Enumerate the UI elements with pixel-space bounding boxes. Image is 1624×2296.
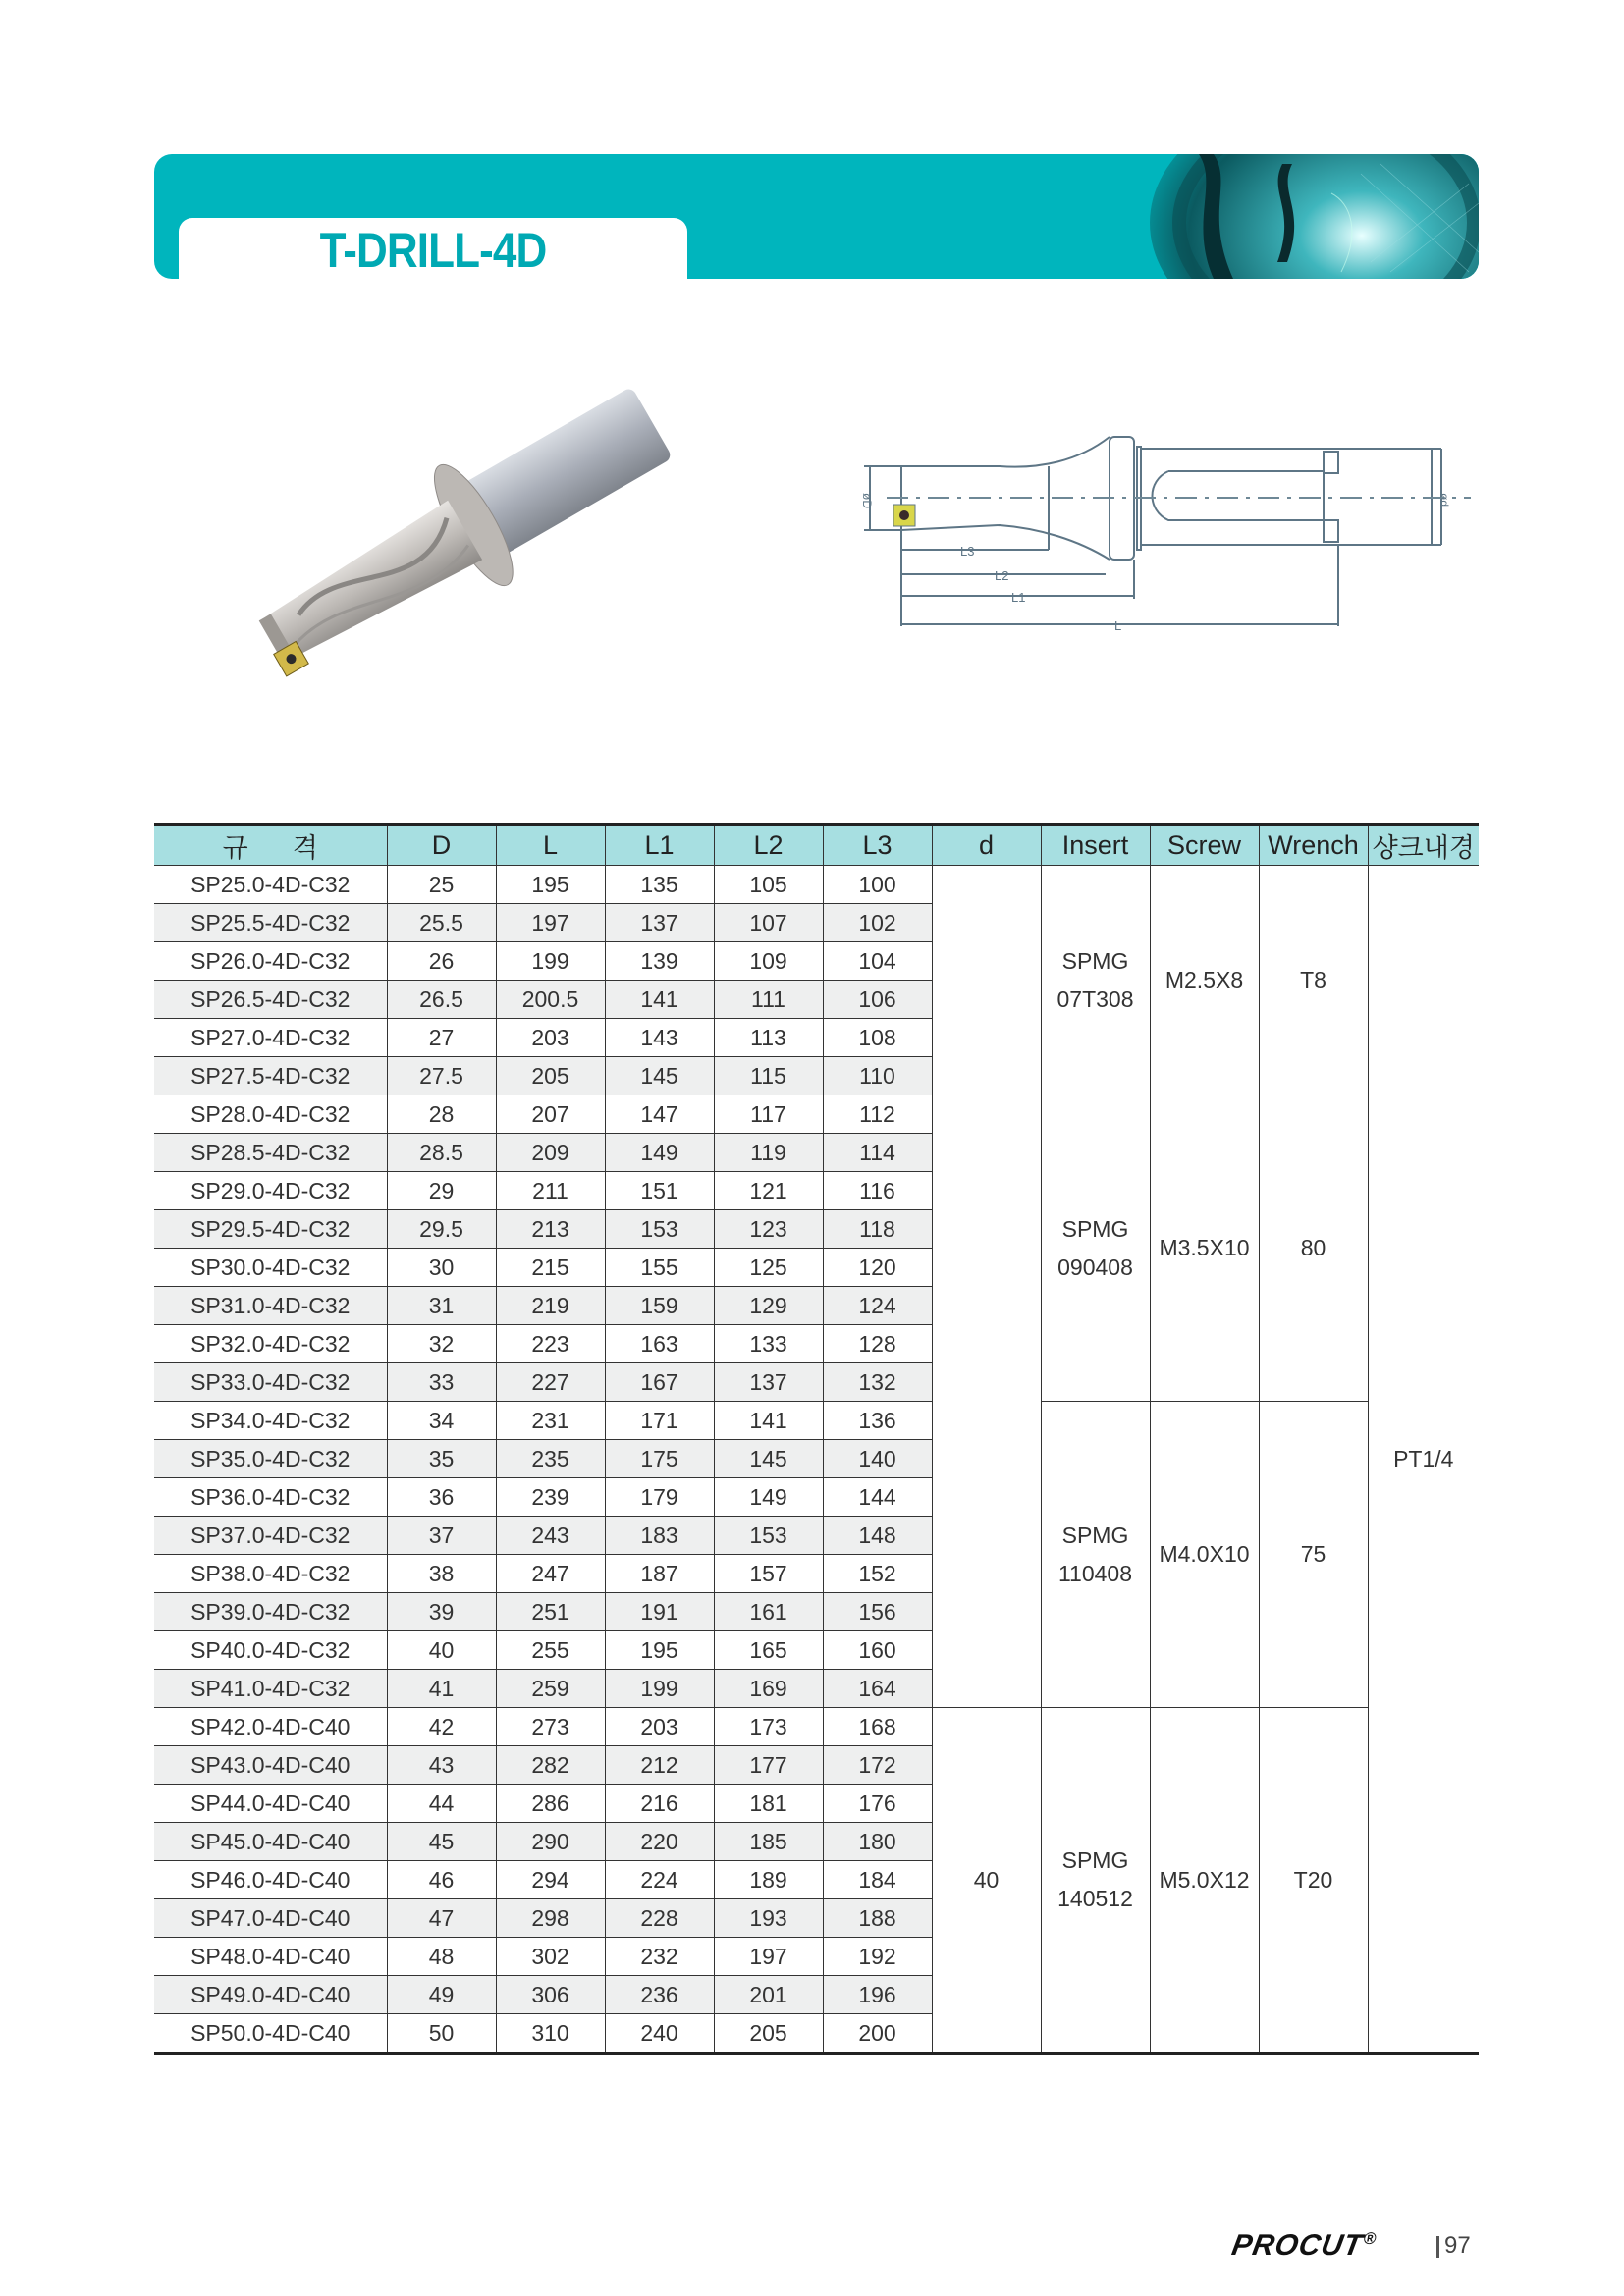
cell-L1: 199	[605, 1670, 714, 1708]
cell-L: 239	[496, 1478, 605, 1517]
cell-L2: 193	[714, 1899, 823, 1938]
cell-L2: 165	[714, 1631, 823, 1670]
cell-L2: 149	[714, 1478, 823, 1517]
cell-L3: 102	[823, 904, 932, 942]
cell-L2: 177	[714, 1746, 823, 1785]
cell-spec: SP50.0-4D-C40	[154, 2014, 387, 2054]
cell-L1: 212	[605, 1746, 714, 1785]
cell-L2: 129	[714, 1287, 823, 1325]
cell-insert	[1041, 1095, 1150, 1402]
cell-spec: SP32.0-4D-C32	[154, 1325, 387, 1363]
cell-L3: 188	[823, 1899, 932, 1938]
cell-D: 47	[387, 1899, 496, 1938]
cell-spec: SP30.0-4D-C32	[154, 1249, 387, 1287]
cell-L2: 201	[714, 1976, 823, 2014]
cell-L1: 240	[605, 2014, 714, 2054]
cell-L2: 115	[714, 1057, 823, 1095]
cell-L3: 160	[823, 1631, 932, 1670]
banner-decorative-image	[1096, 154, 1479, 279]
cell-D: 34	[387, 1402, 496, 1440]
cell-L1: 187	[605, 1555, 714, 1593]
cell-L: 247	[496, 1555, 605, 1593]
cell-L3: 148	[823, 1517, 932, 1555]
cell-D: 50	[387, 2014, 496, 2054]
cell-D: 49	[387, 1976, 496, 2014]
brand-name: PROCUT	[1229, 2229, 1366, 2262]
cell-L3: 184	[823, 1861, 932, 1899]
cell-L2: 111	[714, 981, 823, 1019]
cell-L1: 167	[605, 1363, 714, 1402]
cell-L1: 236	[605, 1976, 714, 2014]
cell-L1: 224	[605, 1861, 714, 1899]
cell-L1: 137	[605, 904, 714, 942]
cell-L1: 232	[605, 1938, 714, 1976]
diagram-label-L2: L2	[995, 568, 1009, 583]
cell-D: 39	[387, 1593, 496, 1631]
diagram-label-d: ød	[1437, 493, 1451, 507]
table-row	[154, 1402, 1479, 1440]
cell-D: 27	[387, 1019, 496, 1057]
cell-L: 199	[496, 942, 605, 981]
table-row	[154, 1095, 1479, 1134]
cell-spec: SP43.0-4D-C40	[154, 1746, 387, 1785]
cell-L3: 176	[823, 1785, 932, 1823]
insert-code: 110408	[1057, 1560, 1133, 1586]
insert-code: 140512	[1057, 1886, 1133, 1911]
cell-L2: 107	[714, 904, 823, 942]
cell-D: 25.5	[387, 904, 496, 942]
cell-spec: SP31.0-4D-C32	[154, 1287, 387, 1325]
cell-L1: 139	[605, 942, 714, 981]
cell-spec: SP40.0-4D-C32	[154, 1631, 387, 1670]
cell-D: 35	[387, 1440, 496, 1478]
cell-D: 38	[387, 1555, 496, 1593]
cell-D: 31	[387, 1287, 496, 1325]
cell-L1: 159	[605, 1287, 714, 1325]
cell-d	[932, 866, 1041, 1708]
insert-grade: SPMG	[1061, 1522, 1129, 1548]
cell-D: 25	[387, 866, 496, 904]
title-tab	[179, 218, 687, 279]
cell-L2: 205	[714, 2014, 823, 2054]
cell-L: 211	[496, 1172, 605, 1210]
cell-D: 45	[387, 1823, 496, 1861]
cell-L3: 164	[823, 1670, 932, 1708]
header-L2: L2	[714, 825, 823, 866]
diagram-label-L: L	[1114, 618, 1122, 633]
cell-L2: 105	[714, 866, 823, 904]
cell-L3: 168	[823, 1708, 932, 1746]
cell-L: 209	[496, 1134, 605, 1172]
cell-insert	[1041, 866, 1150, 1095]
cell-L: 306	[496, 1976, 605, 2014]
cell-D: 28	[387, 1095, 496, 1134]
cell-L1: 191	[605, 1593, 714, 1631]
cell-spec: SP46.0-4D-C40	[154, 1861, 387, 1899]
cell-spec: SP27.5-4D-C32	[154, 1057, 387, 1095]
cell-L2: 113	[714, 1019, 823, 1057]
cell-D: 40	[387, 1631, 496, 1670]
cell-D: 46	[387, 1861, 496, 1899]
cell-L: 197	[496, 904, 605, 942]
cell-wrench: T8	[1259, 866, 1368, 1095]
header-screw: Screw	[1150, 825, 1259, 866]
cell-L2: 173	[714, 1708, 823, 1746]
cell-d: 40	[932, 1708, 1041, 2054]
registered-mark: ®	[1362, 2229, 1380, 2248]
cell-spec: SP39.0-4D-C32	[154, 1593, 387, 1631]
cell-L3: 136	[823, 1402, 932, 1440]
cell-spec: SP42.0-4D-C40	[154, 1708, 387, 1746]
cell-wrench: T20	[1259, 1708, 1368, 2054]
cell-L3: 100	[823, 866, 932, 904]
cell-L2: 125	[714, 1249, 823, 1287]
header-shank-bore: 샹크내경	[1368, 825, 1479, 866]
cell-spec: SP35.0-4D-C32	[154, 1440, 387, 1478]
table-body	[154, 866, 1479, 2054]
cell-screw: M4.0X10	[1150, 1402, 1259, 1708]
cell-L: 213	[496, 1210, 605, 1249]
cell-L2: 133	[714, 1325, 823, 1363]
footer-divider	[1436, 2236, 1439, 2258]
cell-L1: 183	[605, 1517, 714, 1555]
insert-grade: SPMG	[1061, 947, 1129, 974]
cell-L2: 169	[714, 1670, 823, 1708]
cell-D: 26	[387, 942, 496, 981]
cell-L1: 203	[605, 1708, 714, 1746]
header-spec: 규 격	[154, 825, 387, 866]
cell-L2: 185	[714, 1823, 823, 1861]
cell-D: 28.5	[387, 1134, 496, 1172]
cell-L: 251	[496, 1593, 605, 1631]
cell-spec: SP26.5-4D-C32	[154, 981, 387, 1019]
cell-L: 290	[496, 1823, 605, 1861]
cell-spec: SP25.5-4D-C32	[154, 904, 387, 942]
cell-spec: SP37.0-4D-C32	[154, 1517, 387, 1555]
cell-L1: 216	[605, 1785, 714, 1823]
cell-L2: 189	[714, 1861, 823, 1899]
cell-D: 26.5	[387, 981, 496, 1019]
cell-L3: 112	[823, 1095, 932, 1134]
drill-product-image	[191, 378, 727, 692]
diagram-label-L1: L1	[1011, 590, 1026, 605]
cell-L1: 135	[605, 866, 714, 904]
cell-spec: SP47.0-4D-C40	[154, 1899, 387, 1938]
cell-spec: SP28.5-4D-C32	[154, 1134, 387, 1172]
cell-D: 29.5	[387, 1210, 496, 1249]
procut-logo	[1229, 2229, 1379, 2263]
cell-L3: 128	[823, 1325, 932, 1363]
cell-L2: 197	[714, 1938, 823, 1976]
cell-screw: M2.5X8	[1150, 866, 1259, 1095]
cell-spec: SP49.0-4D-C40	[154, 1976, 387, 2014]
cell-L3: 116	[823, 1172, 932, 1210]
cell-L3: 106	[823, 981, 932, 1019]
cell-L3: 132	[823, 1363, 932, 1402]
insert-code: 07T308	[1056, 986, 1134, 1012]
cell-spec: SP38.0-4D-C32	[154, 1555, 387, 1593]
cell-L: 259	[496, 1670, 605, 1708]
cell-L1: 220	[605, 1823, 714, 1861]
cell-L3: 156	[823, 1593, 932, 1631]
cell-L: 203	[496, 1019, 605, 1057]
cell-D: 41	[387, 1670, 496, 1708]
cell-L3: 192	[823, 1938, 932, 1976]
cell-L2: 157	[714, 1555, 823, 1593]
cell-spec: SP34.0-4D-C32	[154, 1402, 387, 1440]
cell-L: 302	[496, 1938, 605, 1976]
table-row	[154, 866, 1479, 904]
cell-D: 33	[387, 1363, 496, 1402]
cell-L: 294	[496, 1861, 605, 1899]
cell-L3: 200	[823, 2014, 932, 2054]
header-L1: L1	[605, 825, 714, 866]
cell-spec: SP27.0-4D-C32	[154, 1019, 387, 1057]
cell-D: 37	[387, 1517, 496, 1555]
cell-L: 215	[496, 1249, 605, 1287]
cell-spec: SP36.0-4D-C32	[154, 1478, 387, 1517]
insert-grade: SPMG	[1061, 1215, 1129, 1242]
cell-insert	[1041, 1402, 1150, 1708]
cell-L: 298	[496, 1899, 605, 1938]
cell-L: 205	[496, 1057, 605, 1095]
cell-L: 282	[496, 1746, 605, 1785]
cell-L3: 104	[823, 942, 932, 981]
cell-L2: 153	[714, 1517, 823, 1555]
cell-L: 195	[496, 866, 605, 904]
cell-L: 231	[496, 1402, 605, 1440]
cell-L1: 155	[605, 1249, 714, 1287]
cell-L2: 121	[714, 1172, 823, 1210]
cell-L1: 149	[605, 1134, 714, 1172]
cell-L1: 179	[605, 1478, 714, 1517]
cell-D: 32	[387, 1325, 496, 1363]
cell-L2: 117	[714, 1095, 823, 1134]
cell-L: 200.5	[496, 981, 605, 1019]
cell-L2: 141	[714, 1402, 823, 1440]
cell-wrench: 75	[1259, 1402, 1368, 1708]
cell-spec: SP48.0-4D-C40	[154, 1938, 387, 1976]
cell-D: 27.5	[387, 1057, 496, 1095]
cell-spec: SP25.0-4D-C32	[154, 866, 387, 904]
cell-L1: 171	[605, 1402, 714, 1440]
header-L: L	[496, 825, 605, 866]
cell-L2: 145	[714, 1440, 823, 1478]
cell-L1: 153	[605, 1210, 714, 1249]
spec-table	[154, 823, 1479, 2055]
cell-L3: 120	[823, 1249, 932, 1287]
cell-L: 286	[496, 1785, 605, 1823]
cell-L: 235	[496, 1440, 605, 1478]
cell-L3: 196	[823, 1976, 932, 2014]
cell-spec: SP33.0-4D-C32	[154, 1363, 387, 1402]
cell-L3: 118	[823, 1210, 932, 1249]
cell-spec: SP28.0-4D-C32	[154, 1095, 387, 1134]
cell-L3: 110	[823, 1057, 932, 1095]
cell-L1: 163	[605, 1325, 714, 1363]
cell-D: 43	[387, 1746, 496, 1785]
cell-L3: 172	[823, 1746, 932, 1785]
cell-shank-bore: PT1/4	[1368, 866, 1479, 2054]
cell-D: 48	[387, 1938, 496, 1976]
cell-L3: 124	[823, 1287, 932, 1325]
table-header-row	[154, 825, 1479, 866]
cell-L2: 137	[714, 1363, 823, 1402]
cell-L1: 175	[605, 1440, 714, 1478]
cell-L: 223	[496, 1325, 605, 1363]
cell-L3: 140	[823, 1440, 932, 1478]
header-D: D	[387, 825, 496, 866]
header-L3: L3	[823, 825, 932, 866]
cell-spec: SP29.5-4D-C32	[154, 1210, 387, 1249]
cell-L1: 228	[605, 1899, 714, 1938]
cell-L2: 181	[714, 1785, 823, 1823]
cell-L3: 108	[823, 1019, 932, 1057]
cell-L: 310	[496, 2014, 605, 2054]
cell-L1: 143	[605, 1019, 714, 1057]
cell-D: 30	[387, 1249, 496, 1287]
cell-spec: SP26.0-4D-C32	[154, 942, 387, 981]
cell-L: 227	[496, 1363, 605, 1402]
cell-L2: 123	[714, 1210, 823, 1249]
cell-L1: 195	[605, 1631, 714, 1670]
cell-spec: SP45.0-4D-C40	[154, 1823, 387, 1861]
page-number: 97	[1444, 2232, 1471, 2259]
insert-code: 090408	[1057, 1254, 1133, 1280]
cell-L: 273	[496, 1708, 605, 1746]
cell-L2: 109	[714, 942, 823, 981]
cell-spec: SP44.0-4D-C40	[154, 1785, 387, 1823]
cell-D: 42	[387, 1708, 496, 1746]
cell-spec: SP41.0-4D-C32	[154, 1670, 387, 1708]
header-d: d	[932, 825, 1041, 866]
cell-D: 44	[387, 1785, 496, 1823]
cell-L: 207	[496, 1095, 605, 1134]
table-row	[154, 1708, 1479, 1746]
diagram-label-L3: L3	[960, 544, 975, 559]
cell-L: 219	[496, 1287, 605, 1325]
cell-L1: 147	[605, 1095, 714, 1134]
header-wrench: Wrench	[1259, 825, 1368, 866]
diagram-label-D: øD	[860, 493, 874, 508]
cell-screw: M5.0X12	[1150, 1708, 1259, 2054]
cell-L: 255	[496, 1631, 605, 1670]
cell-L2: 161	[714, 1593, 823, 1631]
cell-L1: 141	[605, 981, 714, 1019]
cell-D: 29	[387, 1172, 496, 1210]
cell-screw: M3.5X10	[1150, 1095, 1259, 1402]
drill-dimension-diagram	[852, 422, 1490, 633]
cell-wrench: 80	[1259, 1095, 1368, 1402]
cell-insert	[1041, 1708, 1150, 2054]
cell-L3: 180	[823, 1823, 932, 1861]
cell-spec: SP29.0-4D-C32	[154, 1172, 387, 1210]
cell-D: 36	[387, 1478, 496, 1517]
cell-L3: 152	[823, 1555, 932, 1593]
insert-grade: SPMG	[1061, 1847, 1129, 1873]
cell-L1: 151	[605, 1172, 714, 1210]
cell-L3: 144	[823, 1478, 932, 1517]
cell-L2: 119	[714, 1134, 823, 1172]
header-insert: Insert	[1041, 825, 1150, 866]
page-title: T-DRILL-4D	[319, 223, 547, 278]
cell-L: 243	[496, 1517, 605, 1555]
cell-L3: 114	[823, 1134, 932, 1172]
cell-L1: 145	[605, 1057, 714, 1095]
